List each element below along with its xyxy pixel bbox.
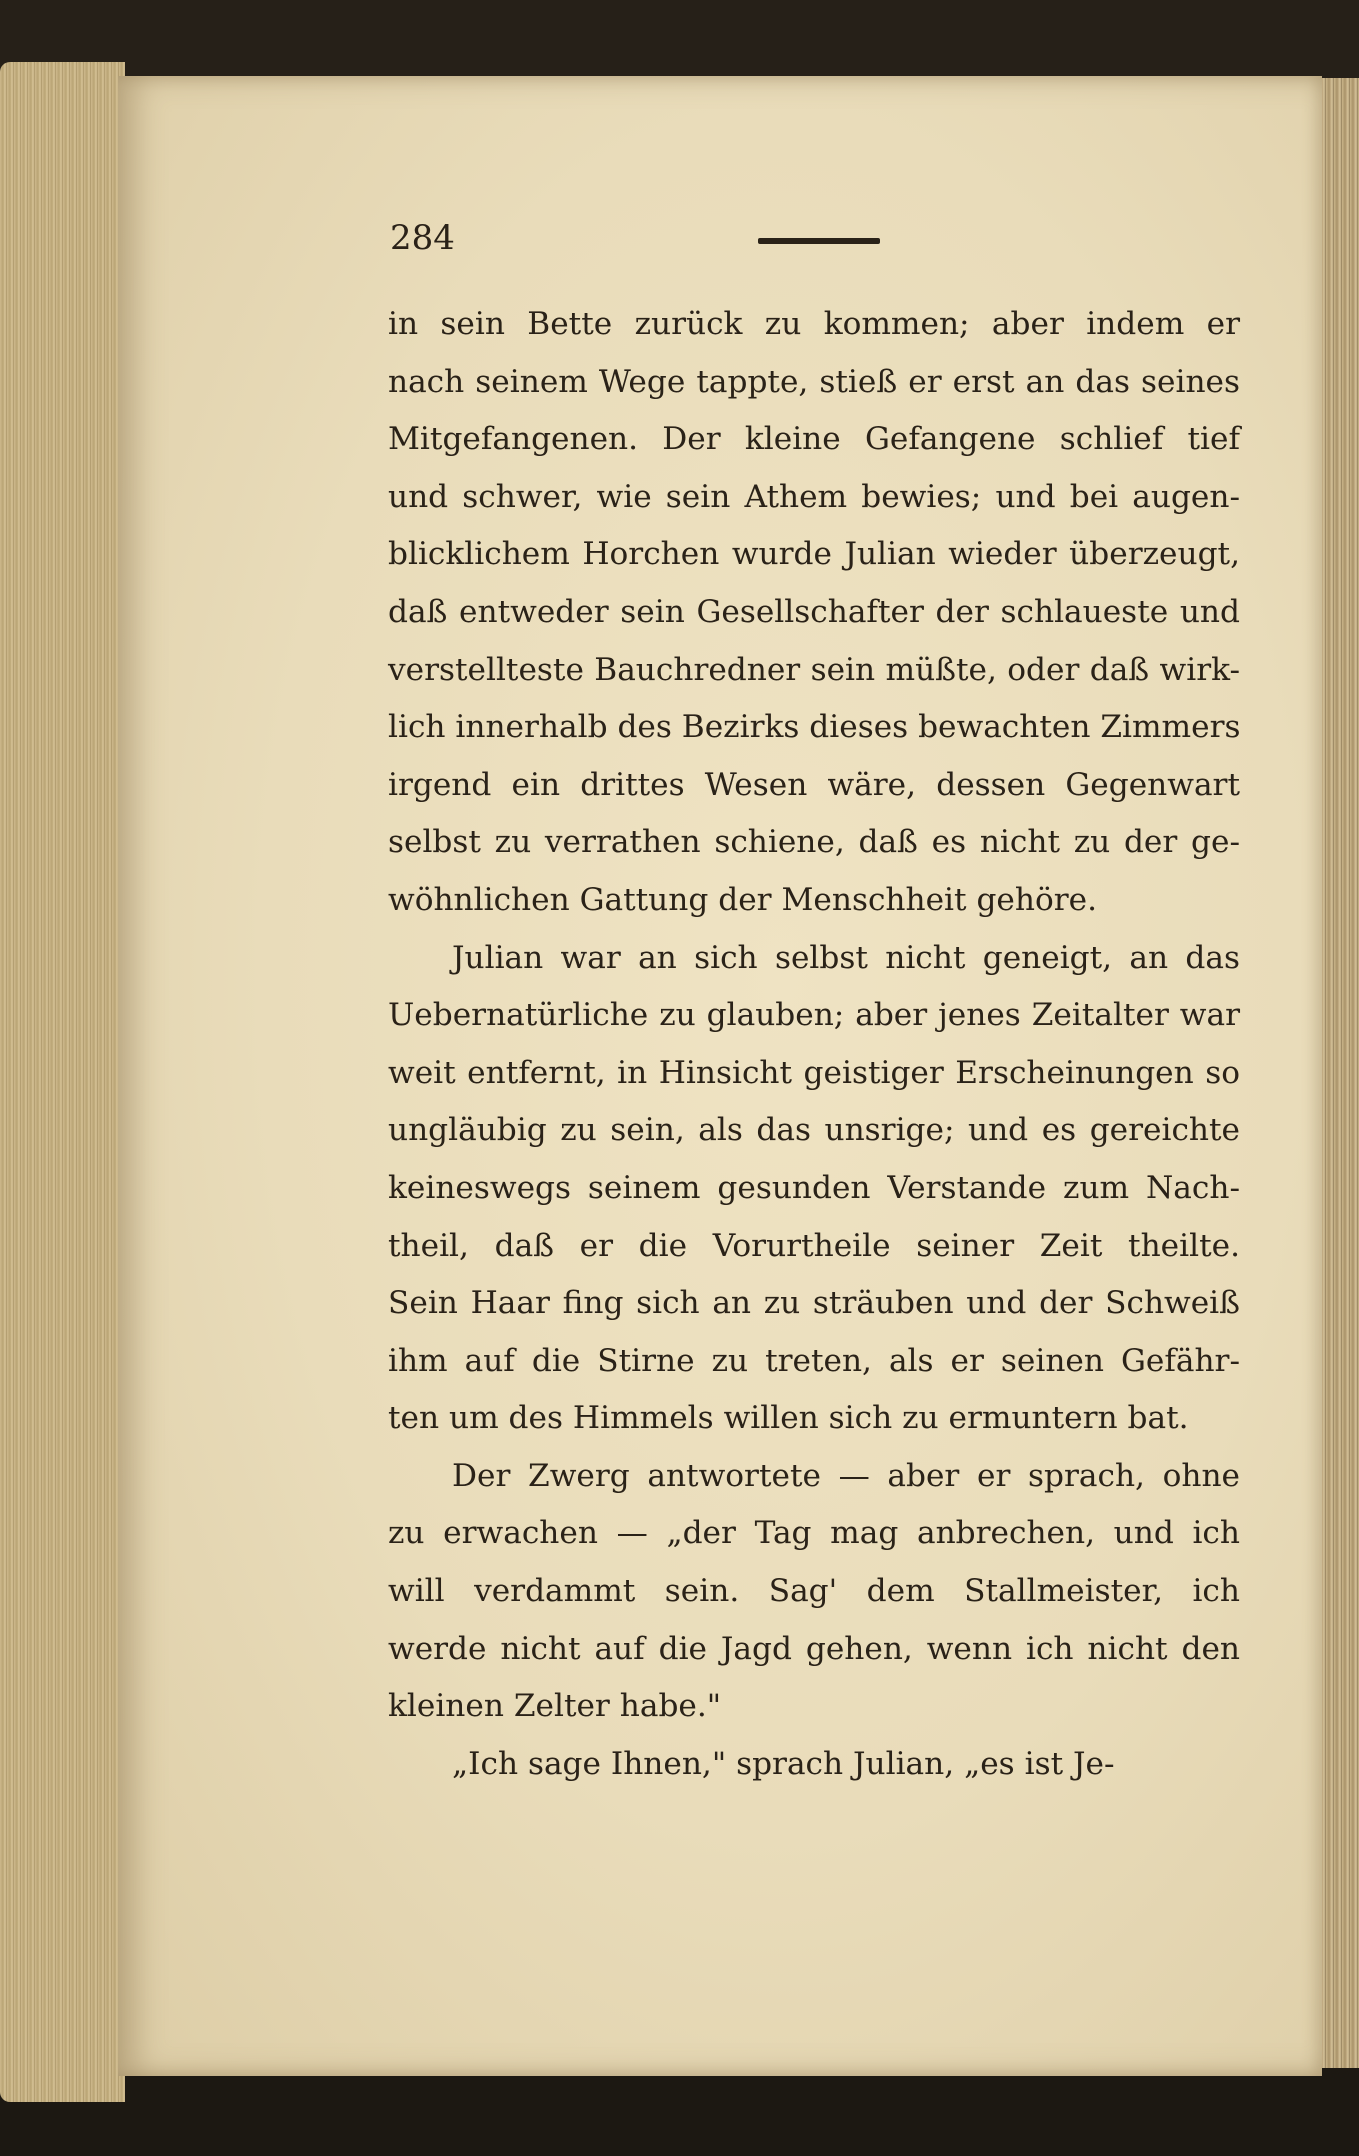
text-line: werde nicht auf die Jagd gehen, wenn ich nicht den xyxy=(388,1630,1240,1667)
right-page-edge xyxy=(1318,78,1359,2068)
text-line: theil, daß er die Vorurtheile seiner Zeit theilte. xyxy=(388,1227,1240,1264)
body-text xyxy=(388,296,1240,1793)
text-line: irgend ein drittes Wesen wäre, dessen Gegenwart xyxy=(388,766,1240,803)
text-line: in sein Bette zurück zu kommen; aber indem er xyxy=(388,306,1240,342)
text-line: zu erwachen — „der Tag mag anbrechen, und ich xyxy=(388,1515,1240,1552)
text-line: kleinen Zelter habe." xyxy=(388,1688,722,1725)
text-line: Der Zwerg antwortete — aber er sprach, ohne xyxy=(452,1457,1240,1494)
text-line: ungläubig zu sein, als das unsrige; und es gereichte xyxy=(388,1112,1240,1149)
text-line: blicklichem Horchen wurde Julian wieder überzeugt, xyxy=(388,536,1240,573)
text-line: Sein Haar fing sich an zu sträuben und der Schweiß xyxy=(388,1285,1240,1322)
text-line: will verdammt sein. Sag' dem Stallmeister, ich xyxy=(388,1573,1240,1610)
header-rule xyxy=(758,238,880,244)
text-line: verstellteste Bauchredner sein müßte, oder daß wirk- xyxy=(388,651,1240,688)
text-line: ten um des Himmels willen sich zu ermuntern bat. xyxy=(388,1400,1189,1437)
text-line: selbst zu verrathen schiene, daß es nicht zu der ge- xyxy=(388,824,1240,861)
text-line: Uebernatürliche zu glauben; aber jenes Zeitalter war xyxy=(388,997,1240,1034)
text-line: wöhnlichen Gattung der Menschheit gehöre. xyxy=(388,881,1098,918)
text-line: „Ich sage Ihnen," sprach Julian, „es ist Je- xyxy=(452,1745,1115,1782)
text-line: nach seinem Wege tappte, stieß er erst an das seines xyxy=(388,363,1240,400)
text-line: daß entweder sein Gesellschafter der schlaueste und xyxy=(388,593,1240,630)
text-line: Julian war an sich selbst nicht geneigt, an das xyxy=(452,939,1240,976)
left-page-stack xyxy=(0,62,125,2102)
text-line: keineswegs seinem gesunden Verstande zum Nach- xyxy=(388,1169,1240,1206)
text-line: und schwer, wie sein Athem bewies; und bei augen- xyxy=(388,478,1240,515)
text-line: Mitgefangenen. Der kleine Gefangene schlief tief xyxy=(388,421,1240,458)
text-line: lich innerhalb des Bezirks dieses bewachten Zimmers xyxy=(388,709,1241,746)
page-number: 284 xyxy=(390,218,455,258)
text-line: ihm auf die Stirne zu treten, als er seinen Gefähr- xyxy=(388,1342,1240,1379)
text-line: weit entfernt, in Hinsicht geistiger Erscheinungen so xyxy=(388,1054,1240,1091)
